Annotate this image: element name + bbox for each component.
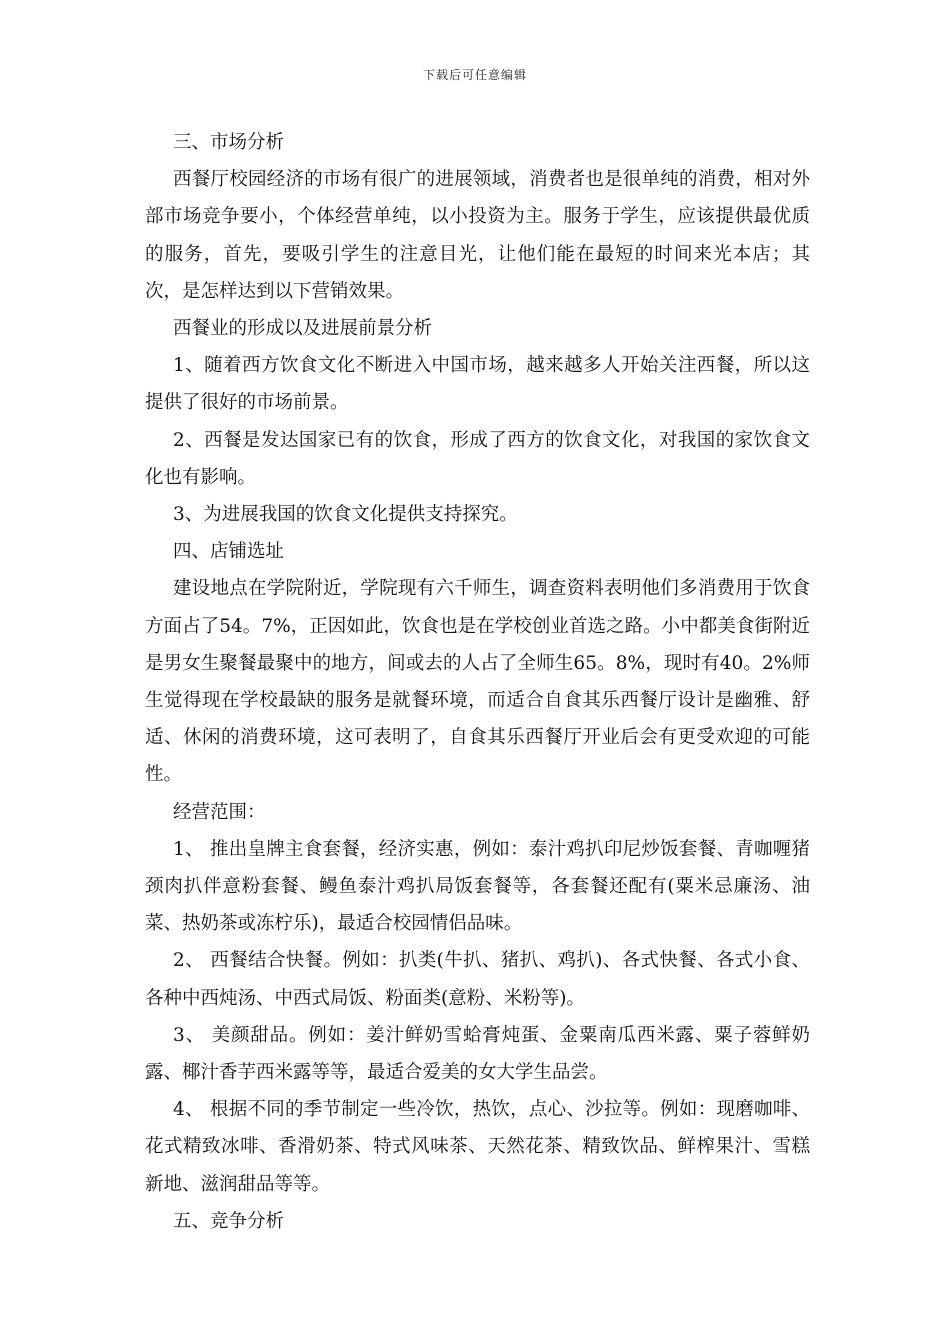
section-heading-competition-analysis: 五、竞争分析 — [173, 1210, 285, 1232]
list-item: 1、 推出皇牌主食套餐，经济实惠，例如：泰汁鸡扒印尼炒饭套餐、青咖喱猪颈肉扒伴意粉套餐、鳗鱼泰汁鸡扒局饭套餐等，各套餐还配有(粟米忌廉汤、油菜、热奶茶或冻柠乐)，最适合校园情侣品味。 — [145, 838, 810, 935]
list-item: 2、西餐是发达国家已有的饮食，形成了西方的饮食文化，对我国的家饮食文化也有影响。 — [145, 429, 810, 488]
list-item: 2、 西餐结合快餐。例如：扒类(牛扒、猪扒、鸡扒)、各式快餐、各式小食、各种中西炖汤、中西式局饭、粉面类(意粉、米粉等)。 — [145, 950, 810, 1009]
list-item: 4、 根据不同的季节制定一些冷饮，热饮，点心、沙拉等。例如：现磨咖啡、花式精致冰啡、香滑奶茶、特式风味茶、天然花茶、精致饮品、鲜榨果汁、雪糕新地、滋润甜品等等。 — [145, 1099, 810, 1195]
paragraph: 建设地点在学院附近，学院现有六千师生，调查资料表明他们多消费用于饮食方面占了54。7%，正因如此，饮食也是在学校创业首选之路。小中都美食街附近是男女生聚餐最聚中的地方，间或去的人占了全师生65。8%，现时有40。2%师生觉得现在学校最缺的服务是就餐环境，而适合自食其乐西餐厅设计是幽雅、舒适、休闲的消费环境，这可表明了，自食其乐西餐厅开业后会有更受欢迎的可能性。 — [145, 578, 810, 786]
list-item: 1、随着西方饮食文化不断进入中国市场，越来越多人开始关注西餐，所以这提供了很好的市场前景。 — [145, 355, 810, 414]
paragraph: 西餐厅校园经济的市场有很广的进展领域，消费者也是很单纯的消费，相对外部市场竞争要小，个体经营单纯，以小投资为主。服务于学生，应该提供最优质的服务，首先，要吸引学生的注意目光，让他们能在最短的时间来光本店；其次，是怎样达到以下营销效果。 — [145, 169, 810, 302]
header-note: 下载后可任意编辑 — [422, 68, 527, 82]
list-item: 3、 美颜甜品。例如：姜汁鲜奶雪蛤膏炖蛋、金粟南瓜西米露、粟子蓉鲜奶露、椰汁香芋西米露等等，最适合爱美的女大学生品尝。 — [145, 1024, 810, 1084]
subheading-business-scope: 经营范围： — [173, 801, 266, 823]
subheading-prospects: 西餐业的形成以及进展前景分析 — [173, 318, 433, 340]
list-item: 3、为进展我国的饮食文化提供支持探究。 — [173, 504, 518, 526]
section-heading-market-analysis: 三、市场分析 — [173, 132, 285, 153]
document-body — [145, 124, 810, 1240]
section-heading-site-selection: 四、店铺选址 — [173, 541, 285, 563]
